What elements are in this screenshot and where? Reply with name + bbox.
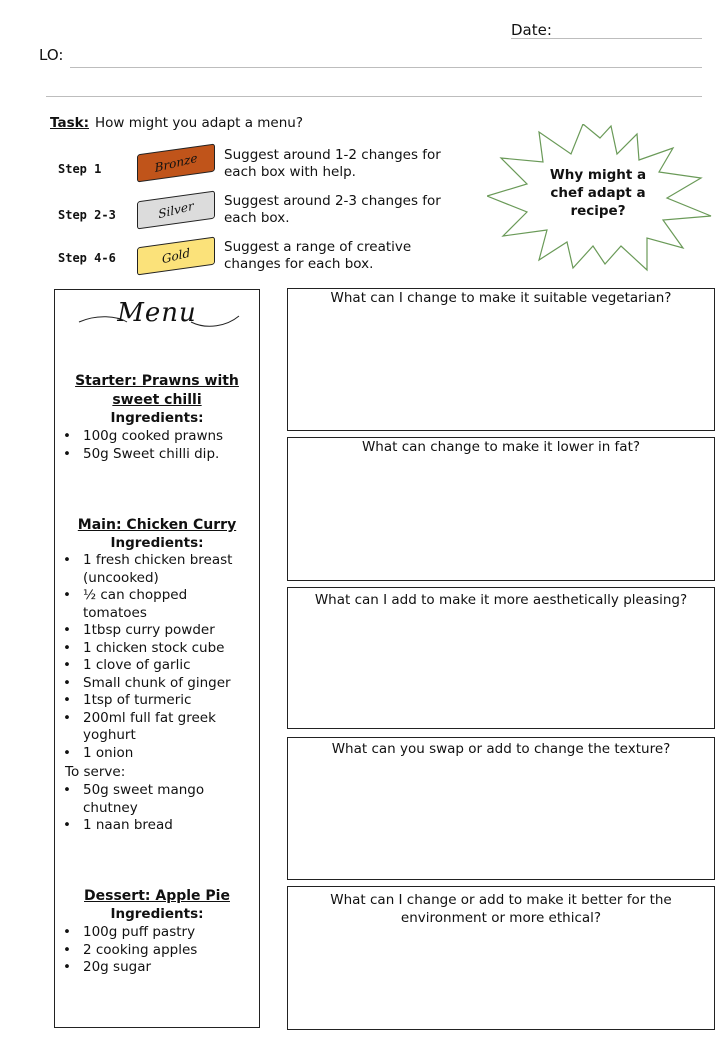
question-text: What can you swap or add to change the texture? <box>331 741 671 757</box>
list-item: • 1 chicken stock cube <box>63 640 255 658</box>
main-ingredients-list <box>63 552 255 762</box>
step-2-description: Suggest around 2-3 changes for each box. <box>224 193 441 226</box>
question-text: What can change to make it lower in fat? <box>361 439 641 455</box>
gold-badge-text: Gold <box>161 245 191 267</box>
lo-line <box>70 67 702 68</box>
serve-label: To serve: <box>65 764 126 780</box>
starter-title: Starter: Prawns with sweet chilli <box>75 373 239 408</box>
list-item: • ½ can chopped tomatoes <box>63 587 255 622</box>
list-item: • 1 onion <box>63 745 255 763</box>
answer-box-aesthetics[interactable] <box>287 587 715 729</box>
task-label: Task: <box>50 115 89 131</box>
step-3-description: Suggest a range of creative changes for each box. <box>224 239 412 272</box>
date-line <box>511 38 702 39</box>
menu-title: Menu <box>117 298 197 328</box>
list-item: • 2 cooking apples <box>63 942 255 960</box>
dessert-ingredients-label: Ingredients: <box>110 906 204 922</box>
dessert-title: Dessert: Apple Pie <box>84 888 230 904</box>
bronze-badge <box>137 144 215 183</box>
gold-badge <box>137 237 215 276</box>
list-item: • 100g cooked prawns <box>63 428 255 446</box>
task-question: How might you adapt a menu? <box>95 115 304 131</box>
silver-badge <box>137 191 215 230</box>
step-3-label: Step 4-6 <box>58 251 116 265</box>
main-title: Main: Chicken Curry <box>77 517 237 533</box>
list-item: • 50g Sweet chilli dip. <box>63 446 255 464</box>
list-item: • 50g sweet mango chutney <box>63 782 255 817</box>
list-item: • 20g sugar <box>63 959 255 977</box>
menu-panel <box>54 289 260 1028</box>
serve-list <box>63 782 255 835</box>
starter-ingredients-label: Ingredients: <box>110 410 204 426</box>
list-item: • 1tbsp curry powder <box>63 622 255 640</box>
answer-box-environment[interactable] <box>287 886 715 1030</box>
list-item: • 1 clove of garlic <box>63 657 255 675</box>
step-1-description: Suggest around 1-2 changes for each box with help. <box>224 147 441 180</box>
answer-box-lower-fat[interactable] <box>287 437 715 581</box>
answer-box-vegetarian[interactable] <box>287 288 715 431</box>
step-2-label: Step 2-3 <box>58 208 116 222</box>
task-heading <box>50 115 303 131</box>
starter-ingredients-list <box>63 428 255 463</box>
bronze-badge-text: Bronze <box>153 150 199 176</box>
list-item: • 1 naan bread <box>63 817 255 835</box>
answer-box-texture[interactable] <box>287 737 715 880</box>
question-text: What can I add to make it more aesthetically pleasing? <box>314 592 688 608</box>
lo-line-2 <box>46 96 702 97</box>
list-item: • Small chunk of ginger <box>63 675 255 693</box>
question-text: What can I change or add to make it better for the environment or more ethical? <box>330 892 672 926</box>
silver-badge-text: Silver <box>157 198 195 222</box>
list-item: • 200ml full fat greek yoghurt <box>63 710 255 745</box>
dessert-ingredients-list <box>63 924 255 977</box>
step-1-label: Step 1 <box>58 162 102 176</box>
list-item: • 1tsp of turmeric <box>63 692 255 710</box>
list-item: • 1 fresh chicken breast (uncooked) <box>63 552 255 587</box>
list-item: • 100g puff pastry <box>63 924 255 942</box>
starburst-text: Why might a chef adapt a recipe? <box>549 167 647 219</box>
question-text: What can I change to make it suitable vegetarian? <box>330 290 672 306</box>
lo-label: LO: <box>39 46 64 64</box>
main-ingredients-label: Ingredients: <box>110 535 204 551</box>
date-label: Date: <box>511 21 552 39</box>
